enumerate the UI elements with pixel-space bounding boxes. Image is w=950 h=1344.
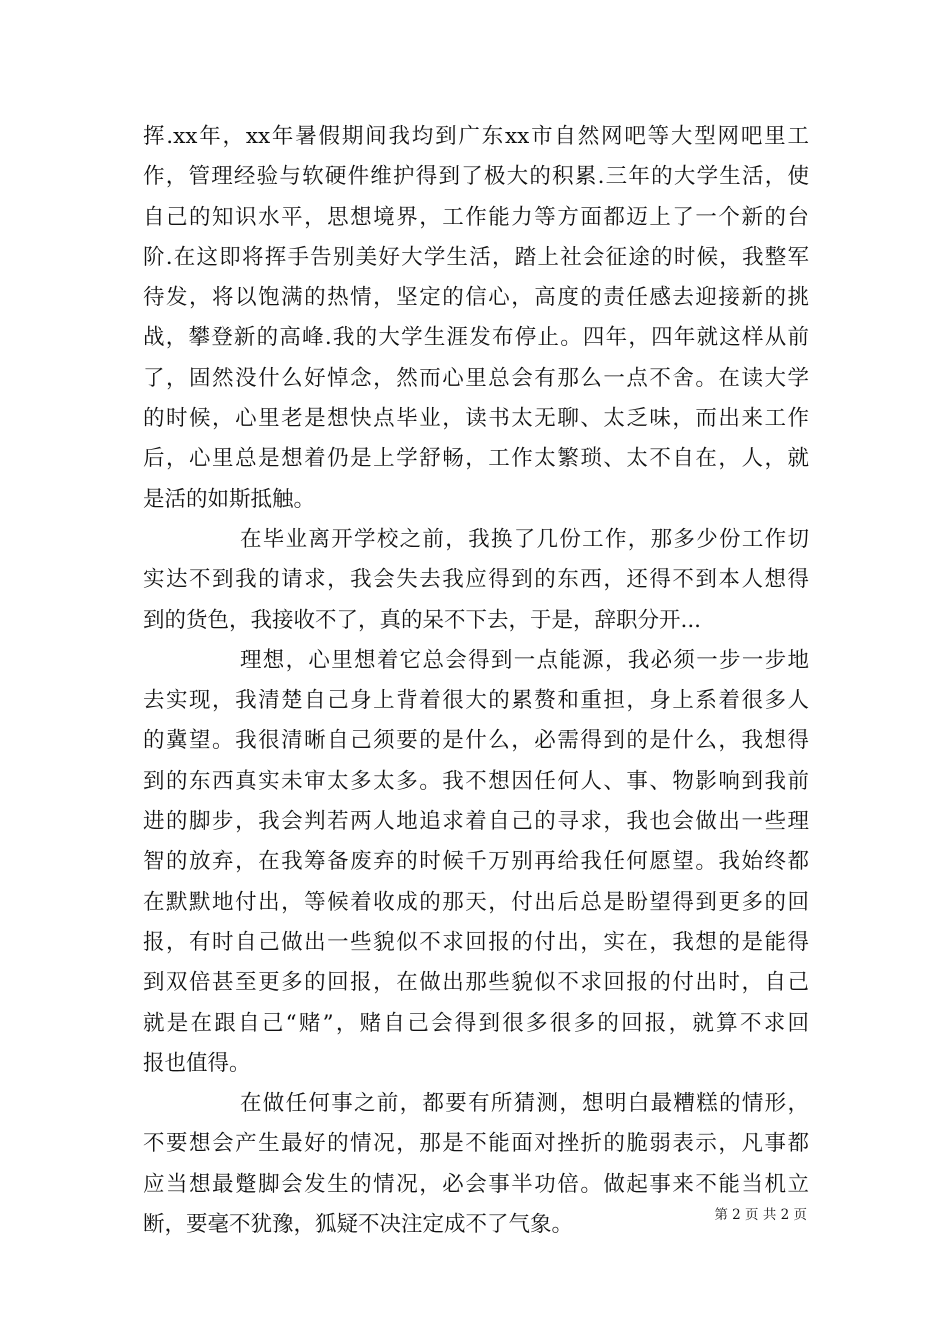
text-line: 的时候，心里老是想快点毕业，读书太无聊、太乏味，而出来工作 bbox=[143, 406, 809, 432]
text-line: 去实现，我清楚自己身上背着很大的累赘和重担，身上系着很多人 bbox=[143, 688, 809, 714]
text-line: 报，有时自己做出一些貌似不求回报的付出，实在，我想的是能得 bbox=[143, 929, 809, 955]
page-number-footer: 第 2 页 共 2 页 bbox=[714, 1207, 807, 1223]
text-line: 战，攀登新的高峰.我的大学生涯发布停止。四年，四年就这样从前 bbox=[143, 325, 809, 351]
text-line: 待发，将以饱满的热情，坚定的信心，高度的责任感去迎接新的挑 bbox=[143, 285, 809, 311]
paragraph bbox=[143, 641, 809, 1084]
document-body bbox=[143, 117, 809, 1245]
text-line: 断，要毫不犹豫，狐疑不决注定成不了气象。 bbox=[143, 1212, 574, 1238]
text-line: 后，心里总是想着仍是上学舒畅，工作太繁琐、太不自在，人，就 bbox=[143, 446, 809, 472]
text-line: 到双倍甚至更多的回报，在做出那些貌似不求回报的付出时，自己 bbox=[143, 970, 809, 996]
text-line: 理想，心里想着它总会得到一点能源，我必须一步一步地 bbox=[240, 647, 809, 673]
text-line: 挥.xx年，xx年暑假期间我均到广东xx市自然网吧等大型网吧里工 bbox=[143, 124, 809, 149]
text-line: 实达不到我的请求，我会失去我应得到的东西，还得不到本人想得 bbox=[143, 567, 809, 593]
text-line: 阶.在这即将挥手告别美好大学生活，踏上社会征途的时候，我整军 bbox=[143, 244, 809, 270]
text-line: 是活的如斯抵触。 bbox=[143, 486, 316, 512]
paragraph bbox=[143, 520, 809, 641]
text-line: 在默默地付出，等候着收成的那天，付出后总是盼望得到更多的回 bbox=[143, 889, 809, 915]
text-line: 在做任何事之前，都要有所猜测，想明白最糟糕的情形， bbox=[240, 1091, 809, 1117]
paragraph bbox=[143, 117, 809, 520]
text-line: 到的东西真实未审太多太多。我不想因任何人、事、物影响到我前 bbox=[143, 768, 809, 794]
text-line: 应当想最蹩脚会发生的情况，必会事半功倍。做起事来不能当机立 bbox=[143, 1171, 809, 1197]
text-line: 自己的知识水平，思想境界，工作能力等方面都迈上了一个新的台 bbox=[143, 204, 809, 230]
text-line: 作，管理经验与软硬件维护得到了极大的积累.三年的大学生活，使 bbox=[143, 164, 809, 190]
text-line: 在毕业离开学校之前，我换了几份工作，那多少份工作切 bbox=[240, 526, 809, 552]
text-line: 的冀望。我很清晰自己须要的是什么，必需得到的是什么，我想得 bbox=[143, 728, 809, 754]
text-line: 了，固然没什么好悼念，然而心里总会有那么一点不舍。在读大学 bbox=[143, 365, 809, 391]
text-line: 不要想会产生最好的情况，那是不能面对挫折的脆弱表示，凡事都 bbox=[143, 1131, 809, 1157]
text-line: 就是在跟自己“赌”，赌自己会得到很多很多的回报，就算不求回 bbox=[143, 1010, 809, 1036]
text-line: 到的货色，我接收不了，真的呆不下去，于是，辞职分开... bbox=[143, 607, 702, 633]
paragraph bbox=[143, 1084, 809, 1245]
text-line: 智的放弃，在我筹备废弃的时候千万别再给我任何愿望。我始终都 bbox=[143, 849, 809, 875]
text-line: 报也值得。 bbox=[143, 1050, 251, 1076]
text-line: 进的脚步，我会判若两人地追求着自己的寻求，我也会做出一些理 bbox=[143, 809, 809, 835]
